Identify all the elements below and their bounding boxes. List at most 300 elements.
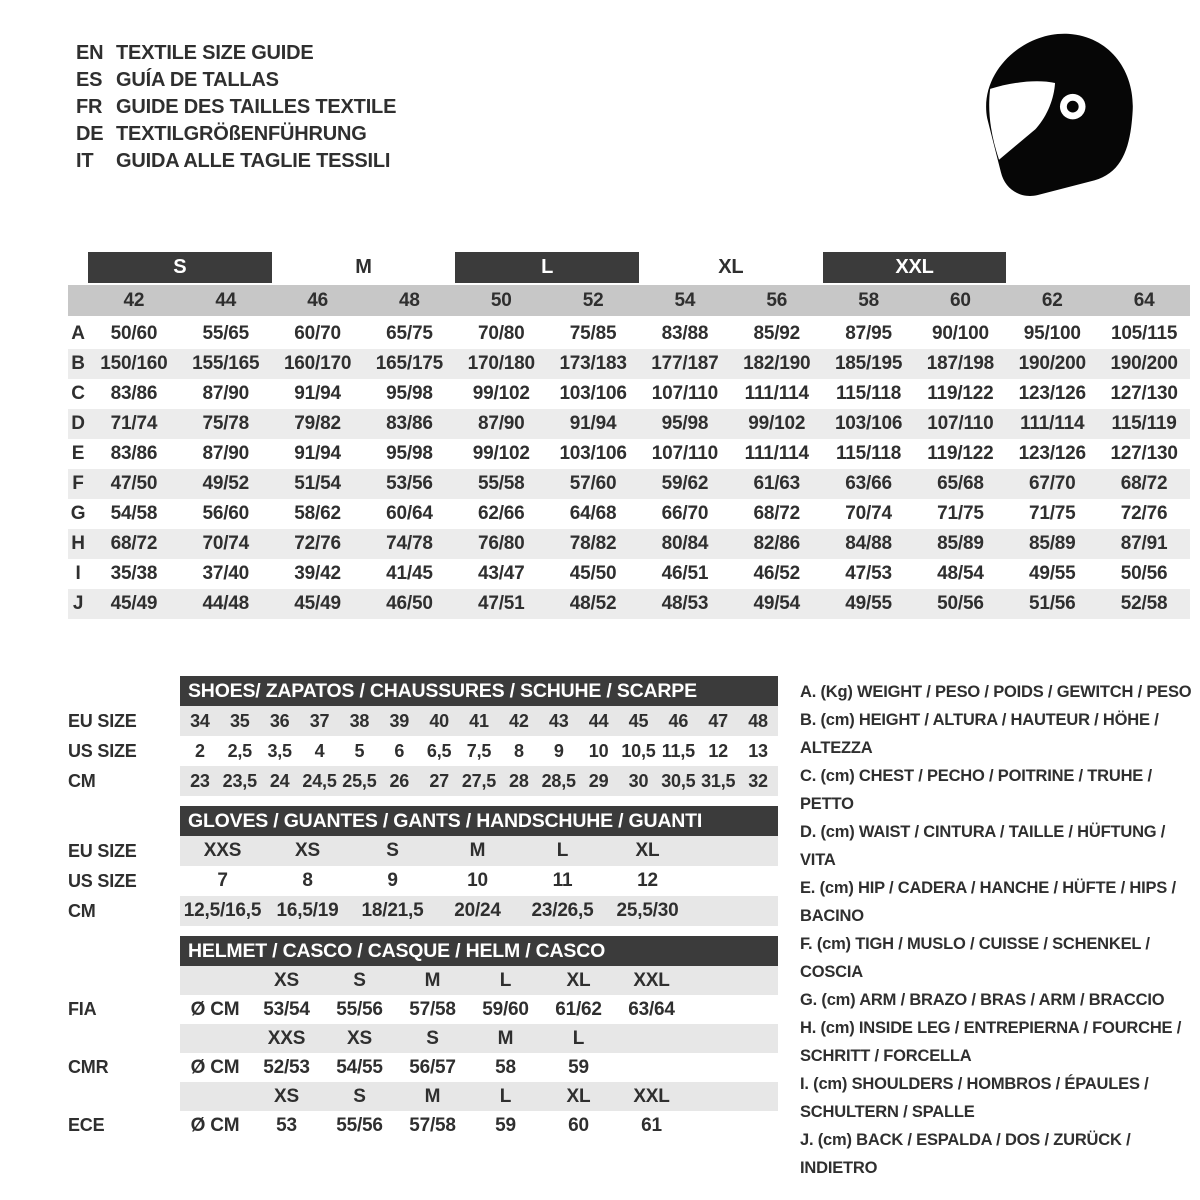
value-cell: XS <box>295 840 320 861</box>
size-group-header <box>68 252 1190 283</box>
unit-cell: Ø CM <box>190 1114 240 1136</box>
value-cell: 20/24 <box>454 900 501 921</box>
value-cell: 57/58 <box>409 1114 456 1136</box>
measure-row <box>68 529 1190 559</box>
size-group-xxl: XXL <box>823 252 1007 283</box>
row-letter: B <box>71 353 85 374</box>
measure-cell: 56/60 <box>202 503 250 524</box>
measure-row <box>68 349 1190 379</box>
shoes-header-row <box>68 676 778 706</box>
value-cell: 12 <box>637 870 658 891</box>
measure-cell: 54/58 <box>110 503 158 524</box>
value-cell: 43 <box>548 710 569 731</box>
helmet-sizes <box>180 1024 778 1053</box>
measure-cell: 99/102 <box>748 413 806 434</box>
value-cell: 18/21,5 <box>361 900 424 921</box>
measure-cell: 85/89 <box>1028 533 1076 554</box>
value-cell: 45 <box>628 710 649 731</box>
legend-item: C. (cm) CHEST / PECHO / POITRINE / TRUHE / PETTO <box>800 767 1152 813</box>
value-cell: S <box>386 840 399 861</box>
size-number: 42 <box>123 289 145 311</box>
language-code: IT <box>76 150 94 172</box>
size-number: 46 <box>307 289 328 311</box>
measure-cell: 187/198 <box>926 353 995 374</box>
racing-helmet-icon <box>975 28 1140 200</box>
value-cell: 63/64 <box>628 998 675 1020</box>
measure-cell: 75/78 <box>202 413 250 434</box>
measure-cell: 83/86 <box>386 413 433 434</box>
gloves-row <box>68 836 778 866</box>
gloves-rows <box>68 836 778 926</box>
value-cell: 23 <box>190 770 210 791</box>
standard-label: FIA <box>68 999 97 1019</box>
measure-cell: 182/190 <box>743 353 811 374</box>
measure-cell: 190/200 <box>1110 353 1178 374</box>
measure-row <box>68 379 1190 409</box>
unit-cell: Ø CM <box>190 998 240 1020</box>
gloves-values <box>180 896 778 926</box>
row-label: CM <box>68 900 96 921</box>
measure-row <box>68 439 1190 469</box>
value-cell: 10 <box>588 740 609 761</box>
measure-cell: 85/92 <box>753 323 801 344</box>
measure-cell: 66/70 <box>661 503 709 524</box>
value-cell: 53 <box>276 1114 297 1136</box>
value-cell: 36 <box>269 710 290 731</box>
measure-cell: 55/58 <box>477 473 525 494</box>
legend-item: G. (cm) ARM / BRAZO / BRAS / ARM / BRACCIO <box>800 991 1165 1009</box>
value-cell: 58 <box>495 1056 516 1078</box>
unit-cell: Ø CM <box>190 1056 240 1078</box>
guide-title: GUÍA DE TALLAS <box>116 69 279 91</box>
measure-cell: 107/110 <box>927 413 994 434</box>
spacer <box>68 806 180 836</box>
value-cell: 34 <box>190 710 210 731</box>
size-group-m: M <box>355 256 372 278</box>
legend-item: B. (cm) HEIGHT / ALTURA / HAUTEUR / HÖHE / ALTEZZA <box>800 711 1159 757</box>
value-cell: 23,5 <box>222 770 257 791</box>
size-group-s: S <box>88 252 272 283</box>
measure-cell: 50/56 <box>937 593 984 614</box>
helmet-header-row <box>68 936 778 966</box>
measure-cell: 185/195 <box>834 353 903 374</box>
value-cell: 54/55 <box>336 1056 383 1078</box>
measure-cell: 49/55 <box>1028 563 1076 584</box>
row-letter: J <box>72 593 84 614</box>
measure-table-body <box>68 319 1190 619</box>
measure-cell: 76/80 <box>477 533 525 554</box>
measure-cell: 52/58 <box>1120 593 1168 614</box>
measure-cell: 160/170 <box>283 353 352 374</box>
measure-cell: 70/74 <box>845 503 892 524</box>
value-cell: 10 <box>467 870 488 891</box>
shoes-rows <box>68 706 778 796</box>
legend-item: H. (cm) INSIDE LEG / ENTREPIERNA / FOURCHE / SCHRITT / FORCELLA <box>800 1019 1182 1065</box>
measure-cell: 123/126 <box>1018 383 1086 404</box>
helmet-sizes <box>180 966 778 995</box>
measure-cell: 115/119 <box>1111 413 1177 434</box>
helmet-size-band <box>68 1082 778 1111</box>
value-cell: 29 <box>588 770 609 791</box>
row-letter: H <box>71 533 85 554</box>
measure-row <box>68 469 1190 499</box>
measure-cell: 71/75 <box>937 503 984 524</box>
size-number: 50 <box>490 289 512 311</box>
value-cell: 27 <box>429 770 449 791</box>
measure-cell: 60/70 <box>294 323 341 344</box>
shoes-values <box>180 766 778 796</box>
legend-item: D. (cm) WAIST / CINTURA / TAILLE / HÜFTUNG / VITA <box>800 823 1166 869</box>
value-cell: 52/53 <box>263 1056 310 1078</box>
value-cell: 24 <box>269 770 290 791</box>
value-cell: 28 <box>509 770 529 791</box>
size-number: 54 <box>674 289 696 311</box>
measure-cell: 80/84 <box>661 533 709 554</box>
value-cell: 57/58 <box>409 998 456 1020</box>
guide-title: GUIDA ALLE TAGLIE TESSILI <box>116 150 391 172</box>
value-cell: 11 <box>552 870 573 891</box>
measure-cell: 95/98 <box>386 383 433 404</box>
size-cell: S <box>353 1085 366 1107</box>
value-cell: 38 <box>349 710 370 731</box>
measure-cell: 47/53 <box>845 563 892 584</box>
value-cell: 59/60 <box>482 998 529 1020</box>
measure-cell: 68/72 <box>1120 473 1168 494</box>
measure-cell: 45/49 <box>294 593 341 614</box>
measure-cell: 95/98 <box>661 413 709 434</box>
measure-cell: 119/122 <box>927 443 994 464</box>
measure-cell: 84/88 <box>845 533 892 554</box>
language-code: FR <box>76 96 103 118</box>
measure-cell: 57/60 <box>569 473 617 494</box>
gloves-row <box>68 866 778 896</box>
size-cell: XXS <box>267 1027 306 1049</box>
measure-cell: 87/90 <box>477 413 525 434</box>
measure-cell: 59/62 <box>661 473 709 494</box>
value-cell: 28,5 <box>541 770 576 791</box>
value-cell: 53/54 <box>263 998 310 1020</box>
value-cell: 42 <box>509 710 529 731</box>
size-cell: S <box>353 969 366 991</box>
size-group-l: L <box>455 252 639 283</box>
measure-cell: 91/94 <box>294 383 341 404</box>
value-cell: 48 <box>748 710 768 731</box>
size-cell: M <box>424 1085 441 1107</box>
measure-cell: 150/160 <box>100 353 168 374</box>
measure-cell: 95/98 <box>386 443 433 464</box>
language-list <box>76 40 396 175</box>
guide-title: GUIDE DES TAILLES TEXTILE <box>116 96 397 118</box>
helmet-section-title: HELMET / CASCO / CASQUE / HELM / CASCO <box>180 936 778 966</box>
value-cell: 44 <box>588 710 609 731</box>
measure-cell: 55/65 <box>202 323 250 344</box>
measure-cell: 83/86 <box>110 383 158 404</box>
row-letter: G <box>70 503 86 524</box>
measure-cell: 45/50 <box>569 563 617 584</box>
value-cell: 8 <box>302 870 313 891</box>
measure-cell: 45/49 <box>110 593 158 614</box>
value-cell: 35 <box>229 710 250 731</box>
measure-row <box>68 319 1190 349</box>
language-row <box>76 94 396 121</box>
measure-cell: 111/114 <box>744 383 809 404</box>
value-cell: 12,5/16,5 <box>183 900 262 921</box>
language-code: ES <box>76 69 103 91</box>
measure-cell: 64/68 <box>569 503 617 524</box>
measure-cell: 51/54 <box>294 473 341 494</box>
size-cell: M <box>424 969 441 991</box>
value-cell: XXS <box>203 840 242 861</box>
measure-cell: 68/72 <box>753 503 801 524</box>
value-cell: 23/26,5 <box>531 900 594 921</box>
row-label: US SIZE <box>68 870 137 891</box>
value-cell: 11,5 <box>661 740 695 761</box>
legend-item: A. (Kg) WEIGHT / PESO / POIDS / GEWITCH / PESO <box>800 683 1192 701</box>
measure-cell: 127/130 <box>1110 383 1178 404</box>
measure-cell: 91/94 <box>569 413 617 434</box>
measure-cell: 87/95 <box>845 323 892 344</box>
helmet-standard-row <box>68 1111 778 1140</box>
helmet-section <box>68 936 778 1140</box>
size-cell: L <box>572 1027 585 1049</box>
shoes-row <box>68 706 778 736</box>
row-letter: A <box>71 323 85 344</box>
value-cell: 3,5 <box>267 740 292 761</box>
measure-cell: 87/90 <box>202 443 250 464</box>
measure-cell: 95/100 <box>1023 323 1081 344</box>
value-cell: 2 <box>195 740 205 761</box>
size-number: 64 <box>1133 289 1155 311</box>
helmet-values <box>180 1111 778 1140</box>
row-label <box>68 1082 180 1111</box>
size-cell: S <box>426 1027 439 1049</box>
measure-cell: 103/106 <box>559 443 627 464</box>
measure-cell: 105/115 <box>1110 323 1178 344</box>
legend-item: E. (cm) HIP / CADERA / HANCHE / HÜFTE / HIPS / BACINO <box>800 879 1176 925</box>
size-cell: L <box>499 969 512 991</box>
language-row <box>76 148 396 175</box>
measure-cell: 48/52 <box>569 593 617 614</box>
value-cell: 30 <box>628 770 649 791</box>
legend-item: I. (cm) SHOULDERS / HOMBROS / ÉPAULES / SCHULTERN / SPALLE <box>800 1075 1149 1121</box>
measure-cell: 72/76 <box>1120 503 1168 524</box>
value-cell: M <box>469 840 486 861</box>
value-cell: 4 <box>314 740 325 761</box>
measure-cell: 50/56 <box>1120 563 1168 584</box>
value-cell: 25,5 <box>342 770 377 791</box>
language-row <box>76 67 396 94</box>
value-cell: 59 <box>568 1056 589 1078</box>
value-cell: L <box>556 840 569 861</box>
helmet-icon-svg <box>975 28 1140 200</box>
value-cell: 32 <box>748 770 768 791</box>
size-number-strip <box>68 285 1190 316</box>
measure-cell: 41/45 <box>386 563 433 584</box>
measure-cell: 46/52 <box>753 563 801 584</box>
value-cell: 24,5 <box>302 770 337 791</box>
value-cell: 31,5 <box>701 770 736 791</box>
value-cell: 16,5/19 <box>276 900 339 921</box>
value-cell: XL <box>635 840 660 861</box>
size-cell: XXL <box>633 1085 670 1107</box>
measure-cell: 173/183 <box>559 353 627 374</box>
language-row <box>76 121 396 148</box>
gloves-values <box>180 836 778 866</box>
helmet-sizes <box>180 1082 778 1111</box>
measure-cell: 49/55 <box>845 593 892 614</box>
measure-cell: 62/66 <box>477 503 525 524</box>
row-letter: E <box>71 443 85 464</box>
size-cell: XL <box>566 1085 591 1107</box>
value-cell: 56/57 <box>409 1056 456 1078</box>
measure-cell: 49/54 <box>753 593 801 614</box>
row-letter: D <box>71 413 85 434</box>
measure-row <box>68 499 1190 529</box>
measure-cell: 65/75 <box>386 323 433 344</box>
measure-cell: 83/88 <box>661 323 709 344</box>
value-cell: 40 <box>429 710 449 731</box>
value-cell: 2,5 <box>227 740 252 761</box>
value-cell: 7 <box>217 870 228 891</box>
size-cell: M <box>497 1027 514 1049</box>
row-label <box>68 966 180 995</box>
value-cell: 9 <box>553 740 564 761</box>
row-label: EU SIZE <box>68 710 137 731</box>
helmet-values <box>180 995 778 1024</box>
value-cell: 59 <box>495 1114 516 1136</box>
measure-cell: 111/114 <box>1020 413 1085 434</box>
helmet-standard-row <box>68 995 778 1024</box>
measure-cell: 37/40 <box>202 563 250 584</box>
size-number: 56 <box>766 289 788 311</box>
value-cell: 8 <box>513 740 524 761</box>
value-cell: 39 <box>389 710 410 731</box>
measure-cell: 127/130 <box>1110 443 1178 464</box>
value-cell: 60 <box>568 1114 589 1136</box>
guide-title: TEXTILGRÖßENFÜHRUNG <box>116 123 367 145</box>
measure-cell: 123/126 <box>1018 443 1086 464</box>
value-cell: 9 <box>387 870 398 891</box>
size-cell: L <box>499 1085 512 1107</box>
value-cell: 6 <box>394 740 405 761</box>
value-cell: 13 <box>748 740 768 761</box>
size-cell: XS <box>347 1027 372 1049</box>
measure-row <box>68 589 1190 619</box>
measure-cell: 53/56 <box>386 473 433 494</box>
size-cell: XS <box>274 969 299 991</box>
measure-cell: 115/118 <box>835 443 902 464</box>
measure-cell: 90/100 <box>931 323 989 344</box>
measure-cell: 65/68 <box>937 473 984 494</box>
measure-cell: 61/63 <box>753 473 801 494</box>
row-label: US SIZE <box>68 740 137 761</box>
row-letter: I <box>75 563 81 584</box>
standard-label: CMR <box>68 1057 109 1077</box>
measure-cell: 70/80 <box>477 323 525 344</box>
measure-cell: 47/51 <box>477 593 525 614</box>
measure-cell: 190/200 <box>1018 353 1086 374</box>
measure-cell: 107/110 <box>651 443 719 464</box>
row-label: CM <box>68 770 96 791</box>
measure-cell: 47/50 <box>110 473 158 494</box>
row-label <box>68 1024 180 1053</box>
measure-cell: 83/86 <box>110 443 158 464</box>
shoes-section-title: SHOES/ ZAPATOS / CHAUSSURES / SCHUHE / SCARPE <box>180 676 778 706</box>
measure-cell: 99/102 <box>472 443 530 464</box>
measure-cell: 51/56 <box>1028 593 1076 614</box>
measure-cell: 35/38 <box>110 563 158 584</box>
measure-cell: 155/165 <box>192 353 260 374</box>
value-cell: 5 <box>354 740 365 761</box>
size-group-xl: XL <box>718 256 744 278</box>
measure-cell: 63/66 <box>845 473 892 494</box>
measure-row <box>68 559 1190 589</box>
size-number: 62 <box>1041 289 1063 311</box>
helmet-standard-row <box>68 1053 778 1082</box>
measure-cell: 75/85 <box>569 323 617 344</box>
value-cell: 26 <box>389 770 410 791</box>
measure-cell: 71/74 <box>110 413 158 434</box>
shoes-row <box>68 766 778 796</box>
language-code: DE <box>76 123 104 145</box>
measure-cell: 50/60 <box>110 323 158 344</box>
value-cell: 37 <box>309 710 330 731</box>
value-cell: 30,5 <box>661 770 696 791</box>
row-letter: C <box>71 383 85 404</box>
measure-cell: 85/89 <box>937 533 984 554</box>
gloves-section <box>68 806 778 926</box>
measure-cell: 91/94 <box>294 443 341 464</box>
lower-sections <box>68 676 778 1150</box>
measure-cell: 115/118 <box>835 383 902 404</box>
language-code: EN <box>76 42 104 64</box>
value-cell: 61 <box>641 1114 662 1136</box>
measure-cell: 48/54 <box>937 563 984 584</box>
size-cell: XL <box>566 969 591 991</box>
legend-item: J. (cm) BACK / ESPALDA / DOS / ZURÜCK / INDIETRO <box>800 1131 1131 1177</box>
size-number: 48 <box>399 289 420 311</box>
measure-cell: 39/42 <box>294 563 341 584</box>
measure-cell: 46/50 <box>386 593 433 614</box>
measure-cell: 48/53 <box>661 593 709 614</box>
measure-cell: 78/82 <box>569 533 617 554</box>
size-cell: XS <box>274 1085 299 1107</box>
measure-cell: 111/114 <box>744 443 809 464</box>
measure-cell: 119/122 <box>927 383 994 404</box>
measure-cell: 72/76 <box>294 533 341 554</box>
measure-cell: 49/52 <box>202 473 250 494</box>
measure-cell: 67/70 <box>1028 473 1076 494</box>
measure-cell: 107/110 <box>651 383 719 404</box>
helmet-size-band <box>68 1024 778 1053</box>
measure-cell: 74/78 <box>386 533 433 554</box>
gloves-values <box>180 866 778 896</box>
measure-cell: 71/75 <box>1028 503 1076 524</box>
size-cell: XXL <box>633 969 670 991</box>
value-cell: 55/56 <box>336 1114 383 1136</box>
textile-size-table <box>68 252 1190 619</box>
helmet-rows <box>68 966 778 1140</box>
gloves-section-title: GLOVES / GUANTES / GANTS / HANDSCHUHE / GUANTI <box>180 806 778 836</box>
gloves-row <box>68 896 778 926</box>
shoes-row <box>68 736 778 766</box>
measure-cell: 165/175 <box>375 353 444 374</box>
measure-cell: 103/106 <box>559 383 627 404</box>
spacer <box>68 676 180 706</box>
gloves-header-row <box>68 806 778 836</box>
value-cell: 7,5 <box>466 740 492 761</box>
value-cell: 6,5 <box>426 740 452 761</box>
